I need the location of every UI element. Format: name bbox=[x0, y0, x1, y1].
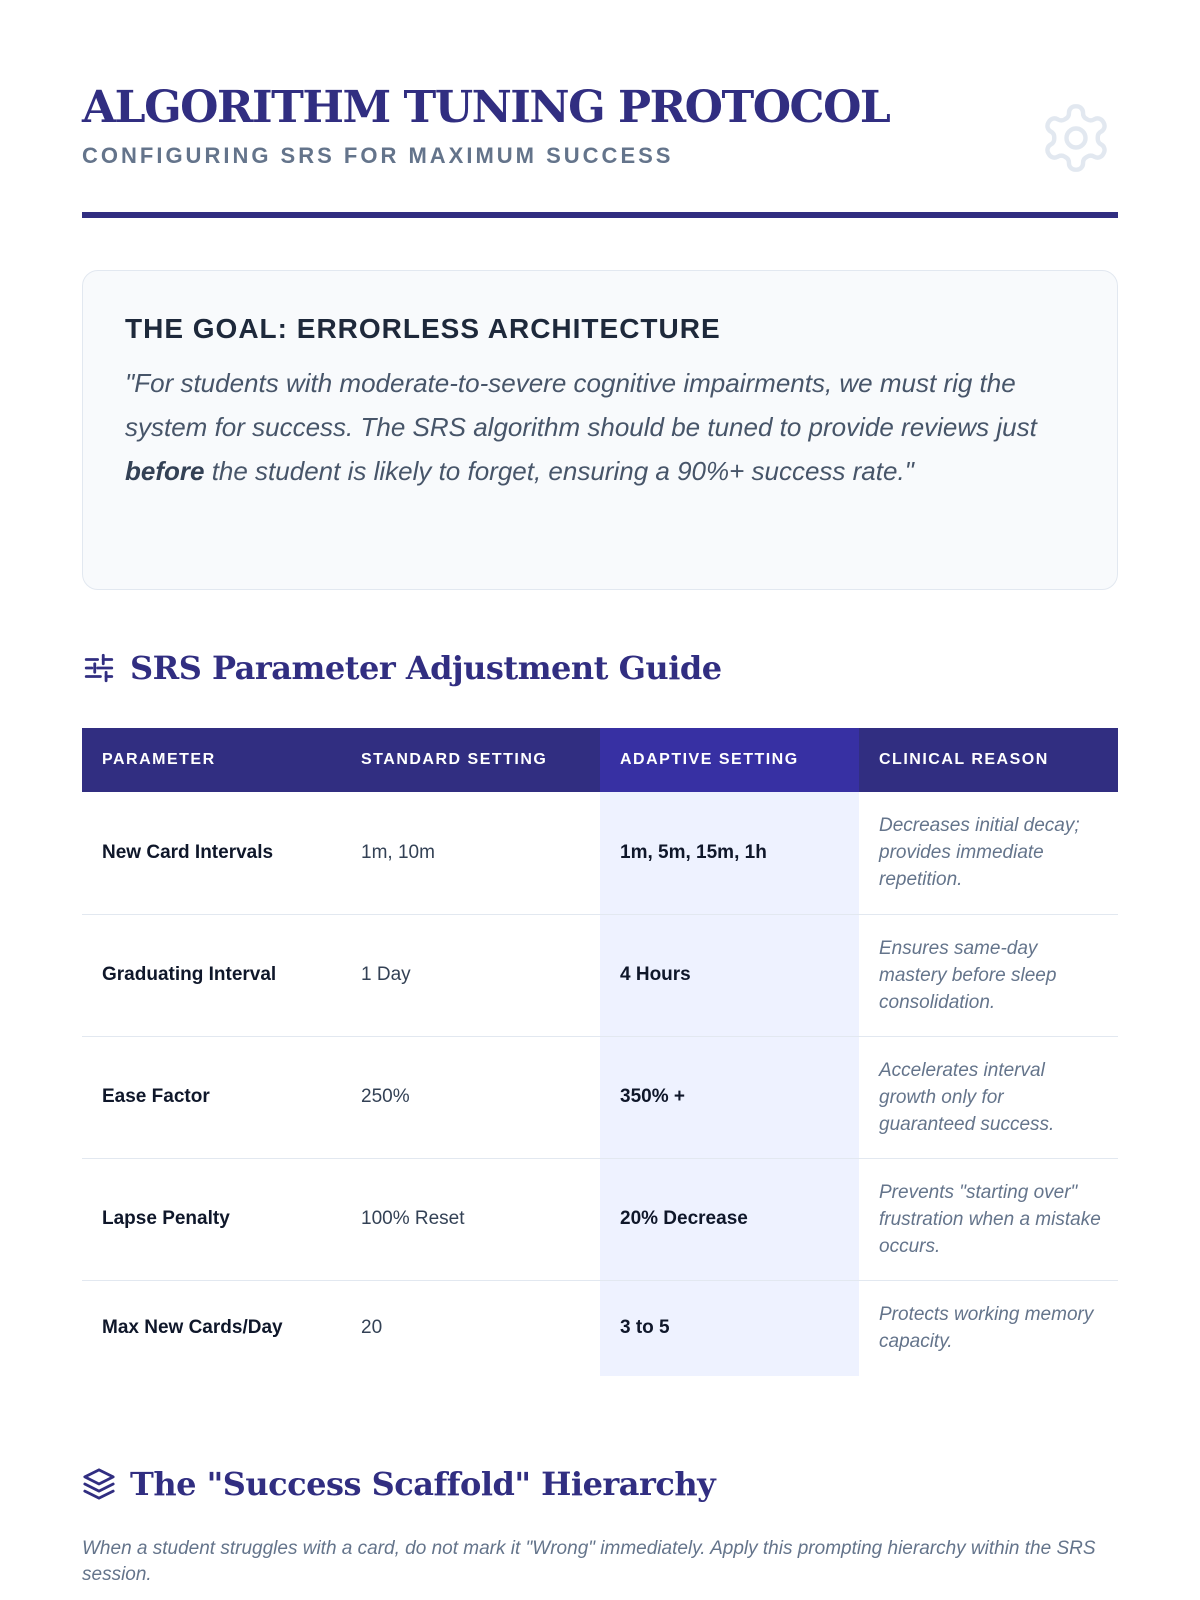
cell-reason: Decreases initial decay; provides immediate repetition. bbox=[859, 792, 1118, 914]
column-header-reason: CLINICAL REASON bbox=[859, 728, 1118, 792]
scaffold-intro: When a student struggles with a card, do not mark it "Wrong" immediately. Apply this prompting hierarchy within the SRS session. bbox=[82, 1538, 1096, 1585]
column-header-standard: STANDARD SETTING bbox=[341, 728, 600, 792]
goal-quote-start: "For students with moderate-to-severe cognitive impairments, we must rig the system for success. The SRS algorithm should be tuned to provide reviews just bbox=[125, 368, 1037, 442]
cell-parameter: Graduating Interval bbox=[82, 914, 341, 1036]
header bbox=[82, 0, 1118, 218]
cell-reason: Protects working memory capacity. bbox=[879, 1304, 1094, 1353]
goal-quote bbox=[125, 361, 1075, 493]
cell-adaptive: 4 Hours bbox=[600, 914, 859, 1036]
gear-icon bbox=[1038, 100, 1114, 176]
column-header-adaptive: ADAPTIVE SETTING bbox=[600, 728, 859, 792]
cell-adaptive: 20% Decrease bbox=[600, 1158, 859, 1280]
page-subtitle: CONFIGURING SRS FOR MAXIMUM SUCCESS bbox=[82, 142, 674, 168]
cell-standard: 1 Day bbox=[341, 914, 600, 1036]
parameters-section-title: SRS Parameter Adjustment Guide bbox=[130, 649, 722, 687]
cell-standard: 1m, 10m bbox=[341, 792, 600, 914]
cell-reason: Prevents "starting over" frustration when a mistake occurs. bbox=[859, 1158, 1118, 1280]
page-title: ALGORITHM TUNING PROTOCOL bbox=[82, 82, 890, 133]
layers-icon bbox=[82, 1467, 116, 1501]
cell-standard: 20 bbox=[361, 1317, 383, 1339]
table-row bbox=[82, 1280, 1118, 1376]
cell-adaptive: 3 to 5 bbox=[600, 1280, 859, 1376]
goal-quote-end: the student is likely to forget, ensuring a 90%+ success rate." bbox=[204, 456, 914, 486]
cell-adaptive: 1m, 5m, 15m, 1h bbox=[600, 792, 859, 914]
cell-standard: 250% bbox=[341, 1036, 600, 1158]
cell-parameter: Ease Factor bbox=[82, 1036, 341, 1158]
cell-standard: 100% Reset bbox=[341, 1158, 600, 1280]
cell-parameter: Lapse Penalty bbox=[82, 1158, 341, 1280]
table-row bbox=[82, 1158, 1118, 1280]
goal-title: THE GOAL: ERRORLESS ARCHITECTURE bbox=[125, 313, 721, 344]
column-header-parameter: PARAMETER bbox=[82, 728, 341, 792]
cell-reason: Ensures same-day mastery before sleep consolidation. bbox=[859, 914, 1118, 1036]
parameters-section-heading bbox=[82, 646, 1118, 690]
parameter-table bbox=[82, 728, 1118, 1376]
scaffold-section-heading bbox=[82, 1462, 1118, 1506]
sliders-icon bbox=[82, 651, 116, 685]
table-row bbox=[82, 1036, 1118, 1158]
scaffold-section-title: The "Success Scaffold" Hierarchy bbox=[130, 1465, 716, 1503]
table-header-row bbox=[82, 728, 1118, 792]
table-row bbox=[82, 792, 1118, 914]
cell-adaptive: 350% + bbox=[600, 1036, 859, 1158]
table-row bbox=[82, 914, 1118, 1036]
goal-callout bbox=[82, 270, 1118, 590]
cell-parameter: Max New Cards/Day bbox=[102, 1317, 283, 1339]
goal-quote-emphasis: before bbox=[125, 456, 205, 486]
cell-parameter: New Card Intervals bbox=[82, 792, 341, 914]
cell-reason: Accelerates interval growth only for guaranteed success. bbox=[859, 1036, 1118, 1158]
